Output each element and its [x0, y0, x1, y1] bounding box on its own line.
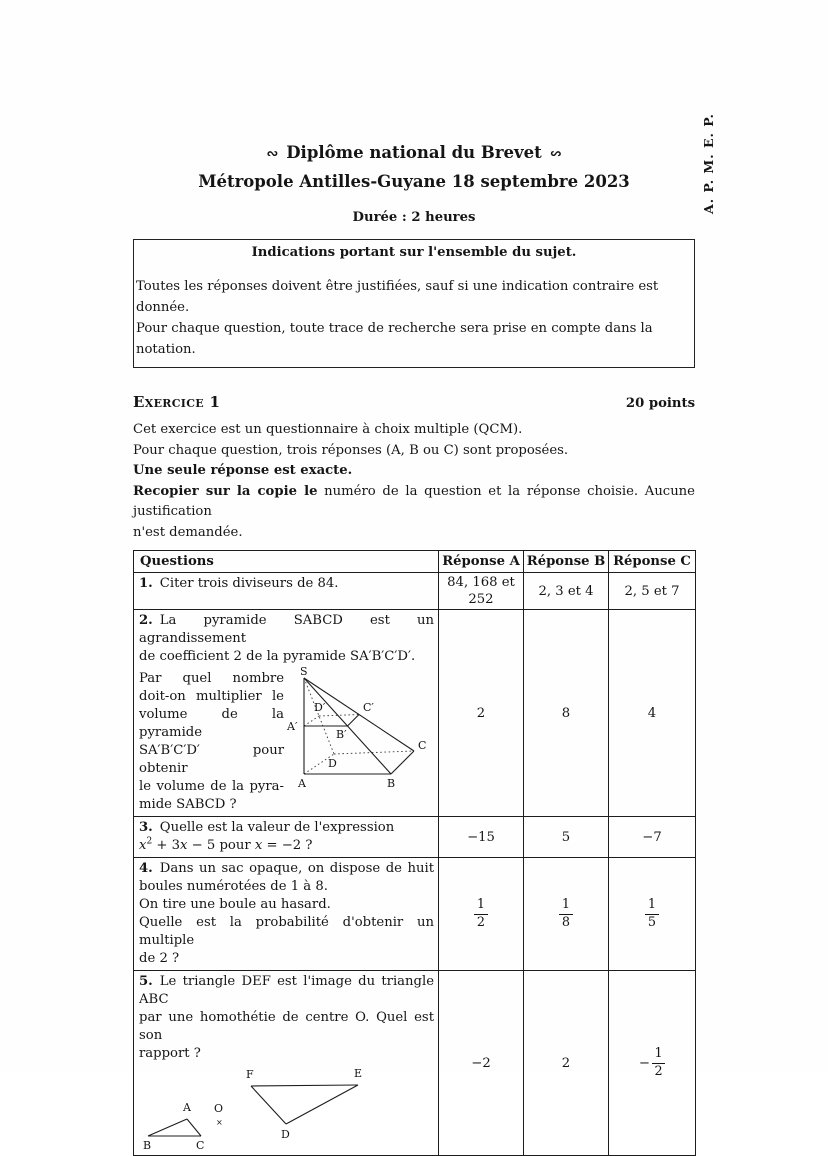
label-D: D [281, 1128, 290, 1141]
duration-line: Durée : 2 heures [352, 210, 476, 225]
intro-line-2: Pour chaque question, trois réponses (A, B ou C) sont proposées. [133, 442, 569, 458]
label-O: O [214, 1102, 224, 1115]
question-2-number: 2. [139, 613, 153, 628]
notice-line-2: Pour chaque question, toute trace de recherche sera prise en compte dans la notation. [136, 321, 653, 357]
qcm-table [133, 550, 696, 1156]
q5-answer-a: −2 [439, 971, 524, 1156]
intro-line-1: Cet exercice est un questionnaire à choix multiple (QCM). [133, 422, 523, 437]
q2-answer-c: 4 [609, 610, 696, 817]
q3-answer-b: 5 [524, 817, 609, 858]
table-header-row [134, 551, 696, 573]
fraction: $\frac{1}{5}$ [645, 898, 658, 929]
ornament-left-icon: ∾ [266, 146, 279, 162]
q4-answer-b [524, 858, 609, 971]
homothety-figure [139, 1065, 379, 1153]
pyramid-label-C: C [418, 739, 427, 752]
notice-line-1: Toutes les réponses doivent être justifiées, sauf si une indication contraire est donnée. [136, 279, 659, 315]
question-1-number: 1. [139, 576, 153, 591]
question-5-line-1: 5. Le triangle DEF est l'image du triangle ABC [139, 974, 434, 1007]
triangle-DEF [251, 1085, 358, 1124]
q5-answer-c [609, 971, 696, 1156]
pyramid-label-D: D [328, 757, 337, 770]
pyramid-label-B: B [387, 777, 396, 790]
fraction: $\frac{1}{2}$ [652, 1047, 665, 1078]
exercise-name: Exercice 1 [133, 393, 221, 411]
document-title-text: Diplôme national du Brevet [286, 143, 542, 162]
q1-answer-b: 2, 3 et 4 [524, 573, 609, 610]
header-reponse-c: Réponse C [609, 551, 696, 573]
pyramid-label-D-prime: D′ [314, 701, 326, 714]
question-4-number: 4. [139, 861, 153, 876]
minus-sign: − [638, 1055, 650, 1071]
ornament-right-icon: ∾ [549, 146, 562, 162]
q4-answer-a [439, 858, 524, 971]
exercise-points: 20 points [625, 396, 695, 411]
question-2-line-2: de coefficient 2 de la pyramide SA′B′C′D′. [139, 649, 416, 664]
question-3-expression: $x^2 + 3x - 5$ pour x = −2 ? [139, 836, 313, 853]
question-3-cell [134, 817, 439, 858]
question-3-number: 3. [139, 820, 153, 835]
notice-title: Indications portant sur l'ensemble du sujet. [251, 245, 577, 260]
header-reponse-a: Réponse A [439, 551, 524, 573]
question-2-body [139, 666, 434, 814]
question-5-cell: 5. Le triangle DEF est l'image du triangle ABC par une homothétie de centre O. Quel est son rapport ? F E D A B C O × [134, 971, 439, 1156]
question-5-number: 5. [139, 974, 153, 989]
question-2-row [134, 610, 696, 817]
question-3-row [134, 817, 696, 858]
pyramid-label-A: A [298, 777, 306, 790]
center-O-cross-icon: × [216, 1118, 223, 1127]
pyramid-label-B-prime: B′ [336, 728, 347, 741]
exercise-intro [133, 420, 695, 543]
label-B: B [143, 1139, 152, 1152]
q2-answer-a: 2 [439, 610, 524, 817]
question-4-row [134, 858, 696, 971]
q3-answer-c: −7 [609, 817, 696, 858]
question-4-cell: 4. Dans un sac opaque, on dispose de huit boules numérotées de 1 à 8. On tire une boule au hasard. Quelle est la probabilité d'obtenir un multiple de 2 ? [134, 858, 439, 971]
page-content [133, 0, 695, 1156]
apmep-vertical-label: A. P. M. E. P. [701, 113, 716, 214]
q3-answer-a: −15 [439, 817, 524, 858]
triangle-ABC [148, 1119, 201, 1136]
question-1-cell [134, 573, 439, 610]
intro-line-4-rest: numéro de la question et la réponse choisie. Aucune justification [133, 483, 695, 519]
label-A: A [183, 1101, 191, 1114]
notice-box [133, 239, 695, 368]
document-title [133, 142, 695, 165]
pyramid-label-S: S [300, 665, 308, 678]
label-C: C [196, 1139, 205, 1152]
intro-line-5: n'est demandée. [133, 524, 243, 540]
label-F: F [246, 1068, 254, 1081]
header-questions: Questions [134, 551, 439, 573]
question-1-row [134, 573, 696, 610]
question-3-line-1: 3. Quelle est la valeur de l'expression [139, 820, 395, 835]
pyramid-figure [284, 666, 434, 790]
header-reponse-b: Réponse B [524, 551, 609, 573]
question-5-row [134, 971, 696, 1156]
question-2-wrap-text: Par quel nombre doit-on multiplier le volume de la pyramide SA′B′C′D′ pour obtenir le volume de la pyra- mide SABCD ? [139, 671, 284, 812]
question-2-line-1: 2. La pyramide SABCD est un agrandissement [139, 613, 434, 646]
intro-line-4-bold: Recopier sur la copie le [133, 483, 318, 499]
intro-line-4 [133, 482, 695, 523]
label-E: E [354, 1067, 363, 1080]
fraction: $\frac{1}{2}$ [474, 898, 487, 929]
q1-answer-c: 2, 5 et 7 [609, 573, 696, 610]
q1-answer-a: 84, 168 et 252 [439, 573, 524, 610]
pyramid-label-A-prime: A′ [287, 720, 298, 733]
q4-answer-c [609, 858, 696, 971]
pyramid-edges [304, 678, 414, 774]
exercise-heading [133, 393, 695, 411]
document-subtitle: Métropole Antilles-Guyane 18 septembre 2023 [198, 172, 630, 191]
intro-line-3: Une seule réponse est exacte. [133, 463, 353, 478]
pyramid-label-C-prime: C′ [363, 701, 374, 714]
question-2-cell [134, 610, 439, 817]
fraction: $\frac{1}{8}$ [559, 898, 572, 929]
q2-answer-b: 8 [524, 610, 609, 817]
question-1-text: Citer trois diviseurs de 84. [159, 576, 339, 591]
q5-answer-b: 2 [524, 971, 609, 1156]
question-4-line-1: 4. Dans un sac opaque, on dispose de huit [139, 861, 434, 876]
